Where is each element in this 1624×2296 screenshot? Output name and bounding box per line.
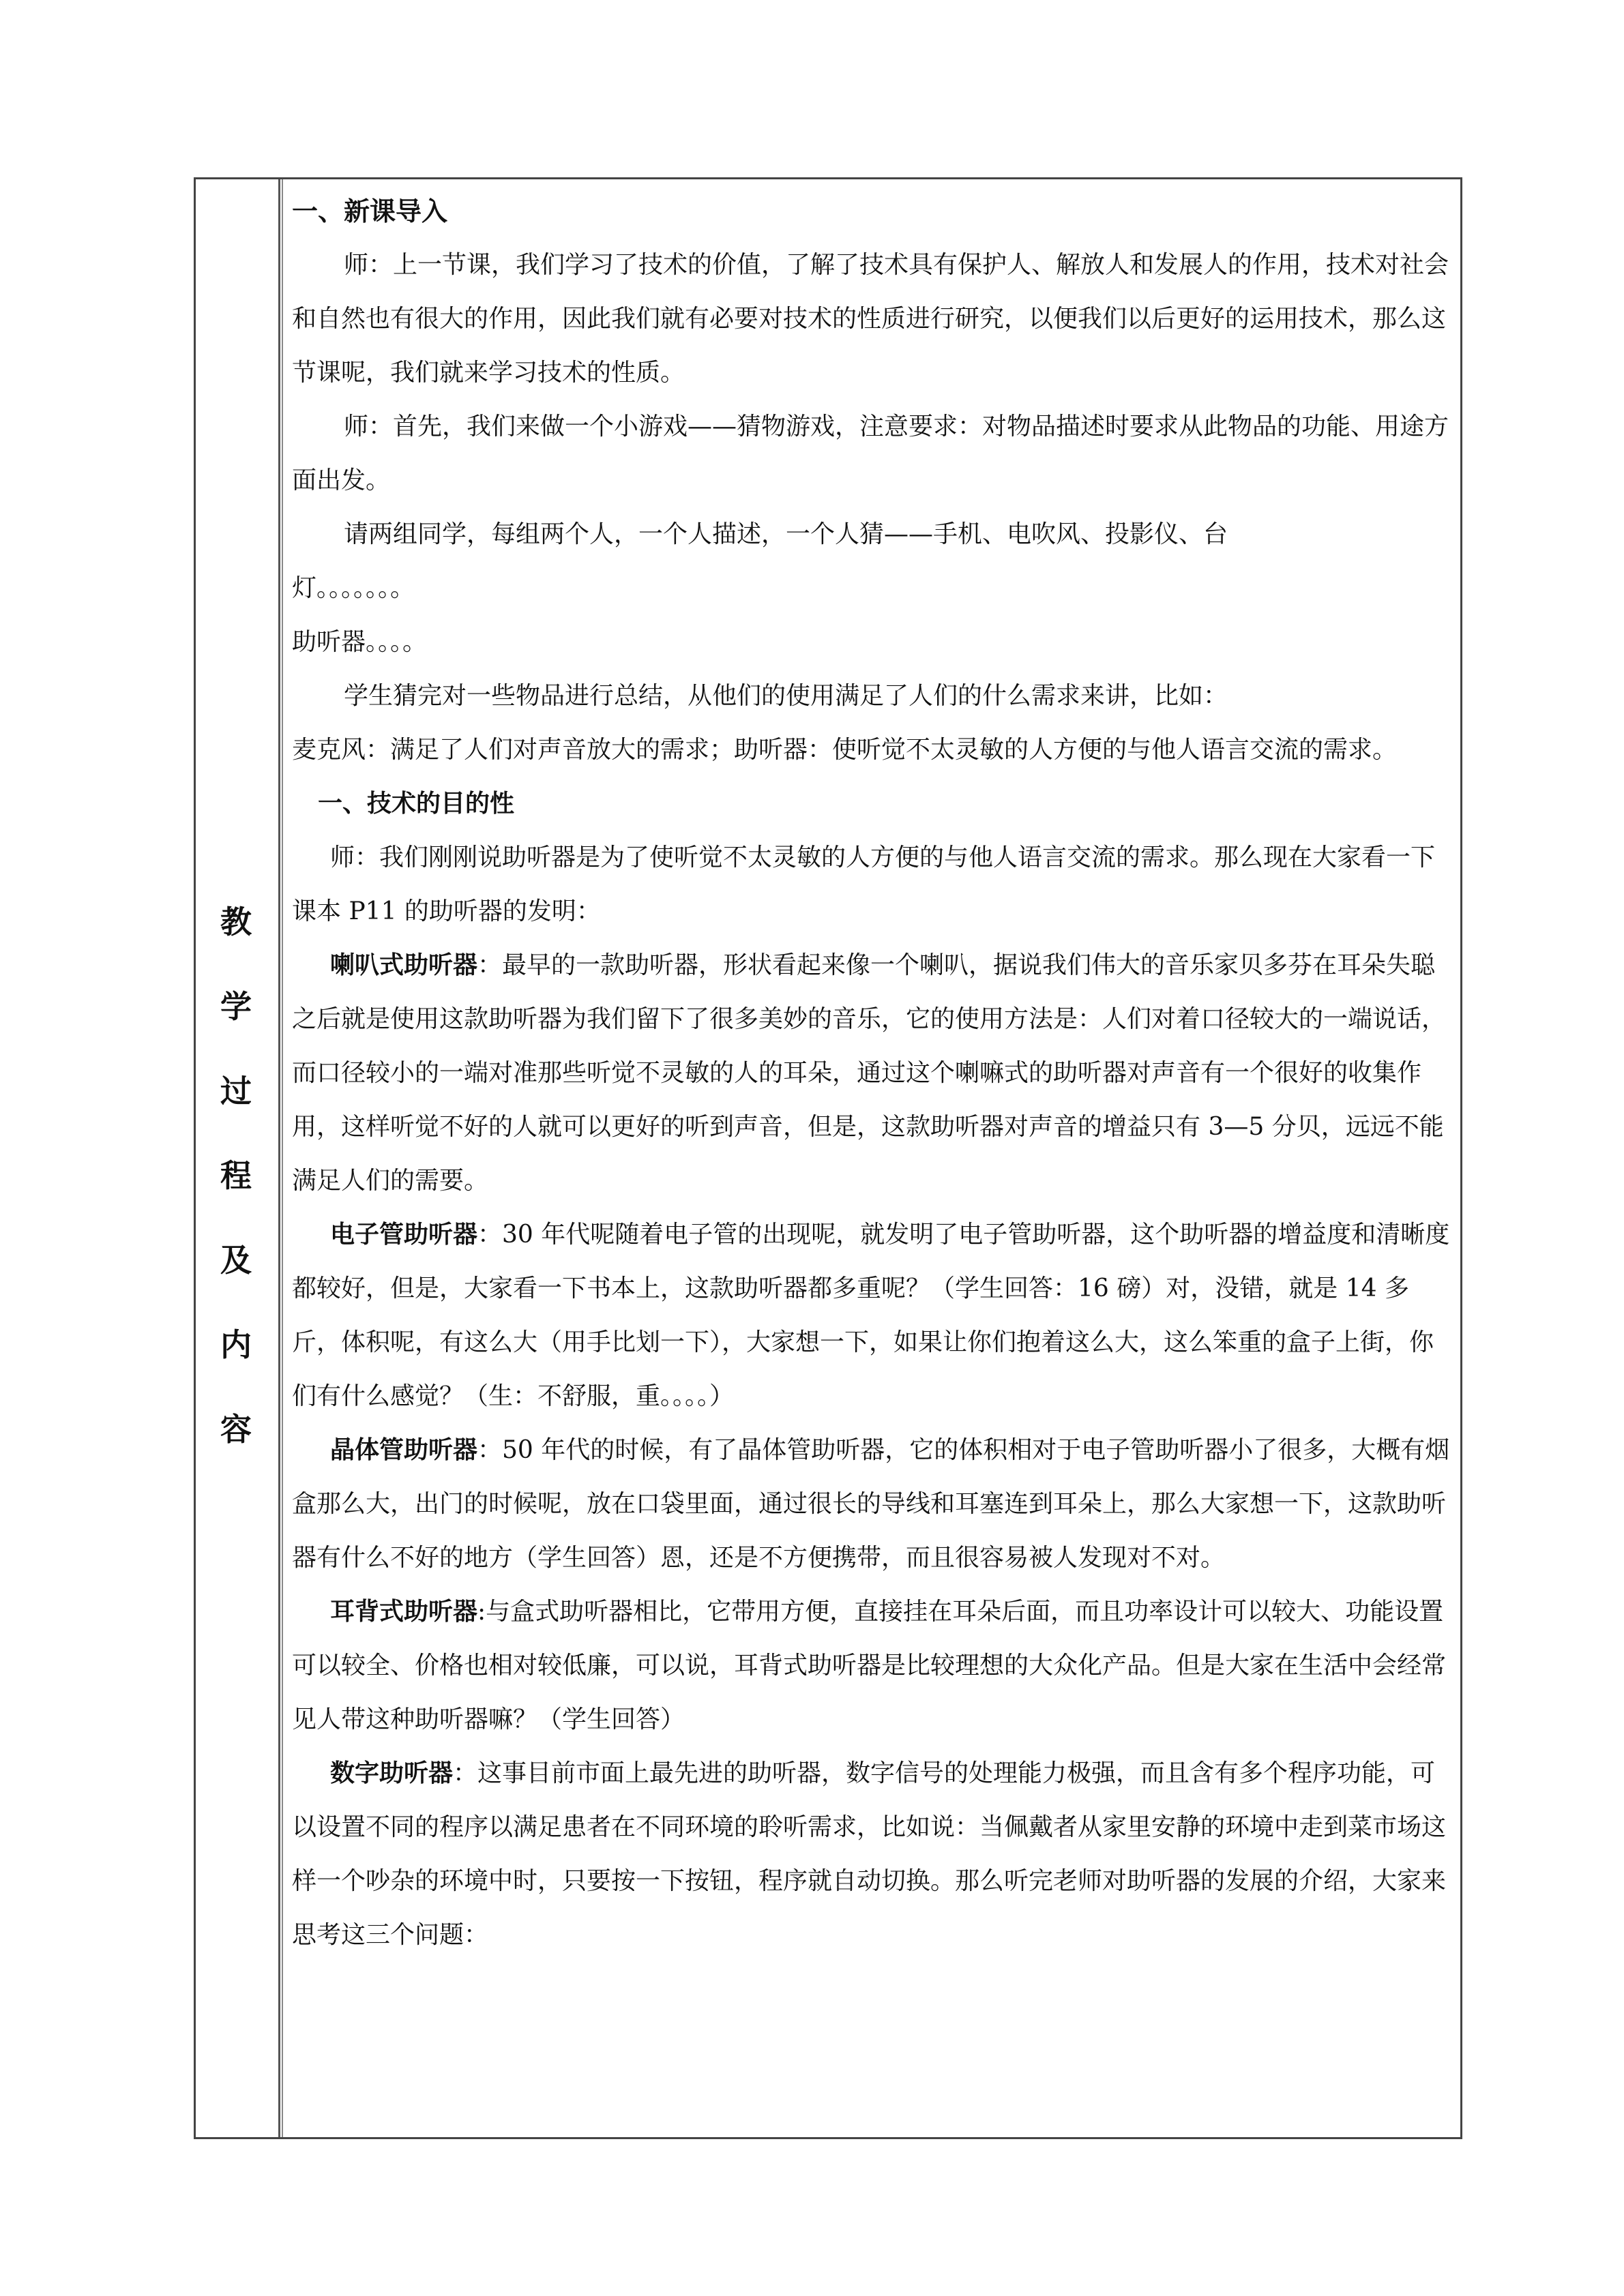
- text-tube-aid: ：30 年代呢随着电子管的出现呢，就发明了电子管助听器，这个助听器的增益度和清晰度都较好，但是，大家看一下书本上，这款助听器都多重呢？（学生回答：16 磅）对，没错，就是 14 多斤，体积呢，有这么大（用手比划一下），大家想一下，如果让你们抱着这么大，这么笨重的盒子上街，你们有什么感觉？（生：不舒服，重。。。。）: [292, 1221, 1450, 1410]
- column-divider: [278, 179, 280, 2137]
- paragraph-teacher-intro: 师：上一节课，我们学习了技术的价值，了解了技术具有保护人、解放人和发展人的作用，技术对社会和自然也有很大的作用，因此我们就有必要对技术的性质进行研究，以便我们以后更好的运用技术，那么这节课呢，我们就来学习技术的性质。: [292, 251, 1449, 387]
- term-digital-aid: 数字助听器: [330, 1759, 454, 1787]
- row-label-teaching-process: [194, 880, 278, 1472]
- paragraph-tube-aid: [292, 1208, 1451, 1423]
- term-horn-aid: 喇叭式助听器: [330, 951, 478, 979]
- text-transistor-aid: ：50 年代的时候，有了晶体管助听器，它的体积相对于电子管助听器小了很多，大概有烟盒那么大，出门的时候呢，放在口袋里面，通过很长的导线和耳塞连到耳朵上，那么大家想一下，这款助听器有什么不好的地方（学生回答）恩，还是不方便携带，而且很容易被人发现对不对。: [292, 1436, 1450, 1572]
- section-heading-intro: 一、新课导入: [292, 196, 448, 226]
- paragraph-microphone: 麦克风：满足了人们对声音放大的需求；助听器：使听觉不太灵敏的人方便的与他人语言交流的需求。: [292, 736, 1398, 764]
- term-transistor-aid: 晶体管助听器: [330, 1435, 478, 1464]
- text-horn-aid: ：最早的一款助听器，形状看起来像一个喇叭，据说我们伟大的音乐家贝多芬在耳朵失聪之后就是使用这款助听器为我们留下了很多美妙的音乐，它的使用方法是：人们对着口径较大的一端说话，而口径较小的一端对准那些听觉不灵敏的人的耳朵，通过这个喇嘛式的助听器对声音有一个很好的收集作用，这样听觉不好的人就可以更好的听到声音，但是，这款助听器对声音的增益只有 3—5 分贝，远远不能满足人们的需要。: [292, 951, 1447, 1195]
- paragraph-guessing-game: 师：首先，我们来做一个小游戏——猜物游戏，注意要求：对物品描述时要求从此物品的功能、用途方面出发。: [292, 413, 1449, 494]
- row-label-char: 容: [220, 1411, 252, 1448]
- term-bte-aid: 耳背式助听器: [330, 1597, 478, 1626]
- paragraph-textbook: 师：我们刚刚说助听器是为了使听觉不太灵敏的人方便的与他人语言交流的需求。那么现在大家看一下课本 P11 的助听器的发明：: [292, 844, 1436, 925]
- row-label-char: 及: [220, 1242, 252, 1279]
- text-digital-aid: ：这事目前市面上最先进的助听器，数字信号的处理能力极强，而且含有多个程序功能，可以设置不同的程序以满足患者在不同环境的聆听需求，比如说：当佩戴者从家里安静的环境中走到菜市场这样一个吵杂的环境中时，只要按一下按钮，程序就自动切换。那么听完老师对助听器的发展的介绍，大家来思考这三个问题：: [292, 1759, 1447, 1949]
- paragraph-transistor-aid: [292, 1423, 1451, 1585]
- paragraph-bte-aid: [292, 1585, 1451, 1746]
- lesson-content: [292, 184, 1451, 1962]
- section-heading-purpose: 一、技术的目的性: [318, 789, 515, 818]
- row-label-char: 教: [220, 904, 252, 940]
- paragraph-horn-aid: [292, 938, 1451, 1208]
- row-label-char: 过: [220, 1073, 252, 1109]
- column-divider-inner: [282, 179, 283, 2137]
- row-label-char: 内: [220, 1326, 252, 1363]
- paragraph-digital-aid: [292, 1746, 1451, 1962]
- row-label-char: 学: [220, 988, 252, 1025]
- paragraph-groups: 请两组同学，每组两个人，一个人描述，一个人猜——手机、电吹风、投影仪、台: [344, 520, 1228, 548]
- row-label-char: 程: [220, 1157, 252, 1194]
- term-tube-aid: 电子管助听器: [330, 1220, 478, 1249]
- paragraph-hearing-aid: 助听器。。。。: [292, 628, 428, 656]
- paragraph-summary: 学生猜完对一些物品进行总结，从他们的使用满足了人们的什么需求来讲，比如：: [344, 682, 1228, 710]
- text-bte-aid: :与盒式助听器相比，它带用方便，直接挂在耳朵后面，而且功率设计可以较大、功能设置可以较全、价格也相对较低廉，可以说，耳背式助听器是比较理想的大众化产品。但是大家在生活中会经常见人带这种助听器嘛？（学生回答）: [292, 1598, 1447, 1733]
- paragraph-lamp: 灯。。。。。。。: [292, 574, 415, 602]
